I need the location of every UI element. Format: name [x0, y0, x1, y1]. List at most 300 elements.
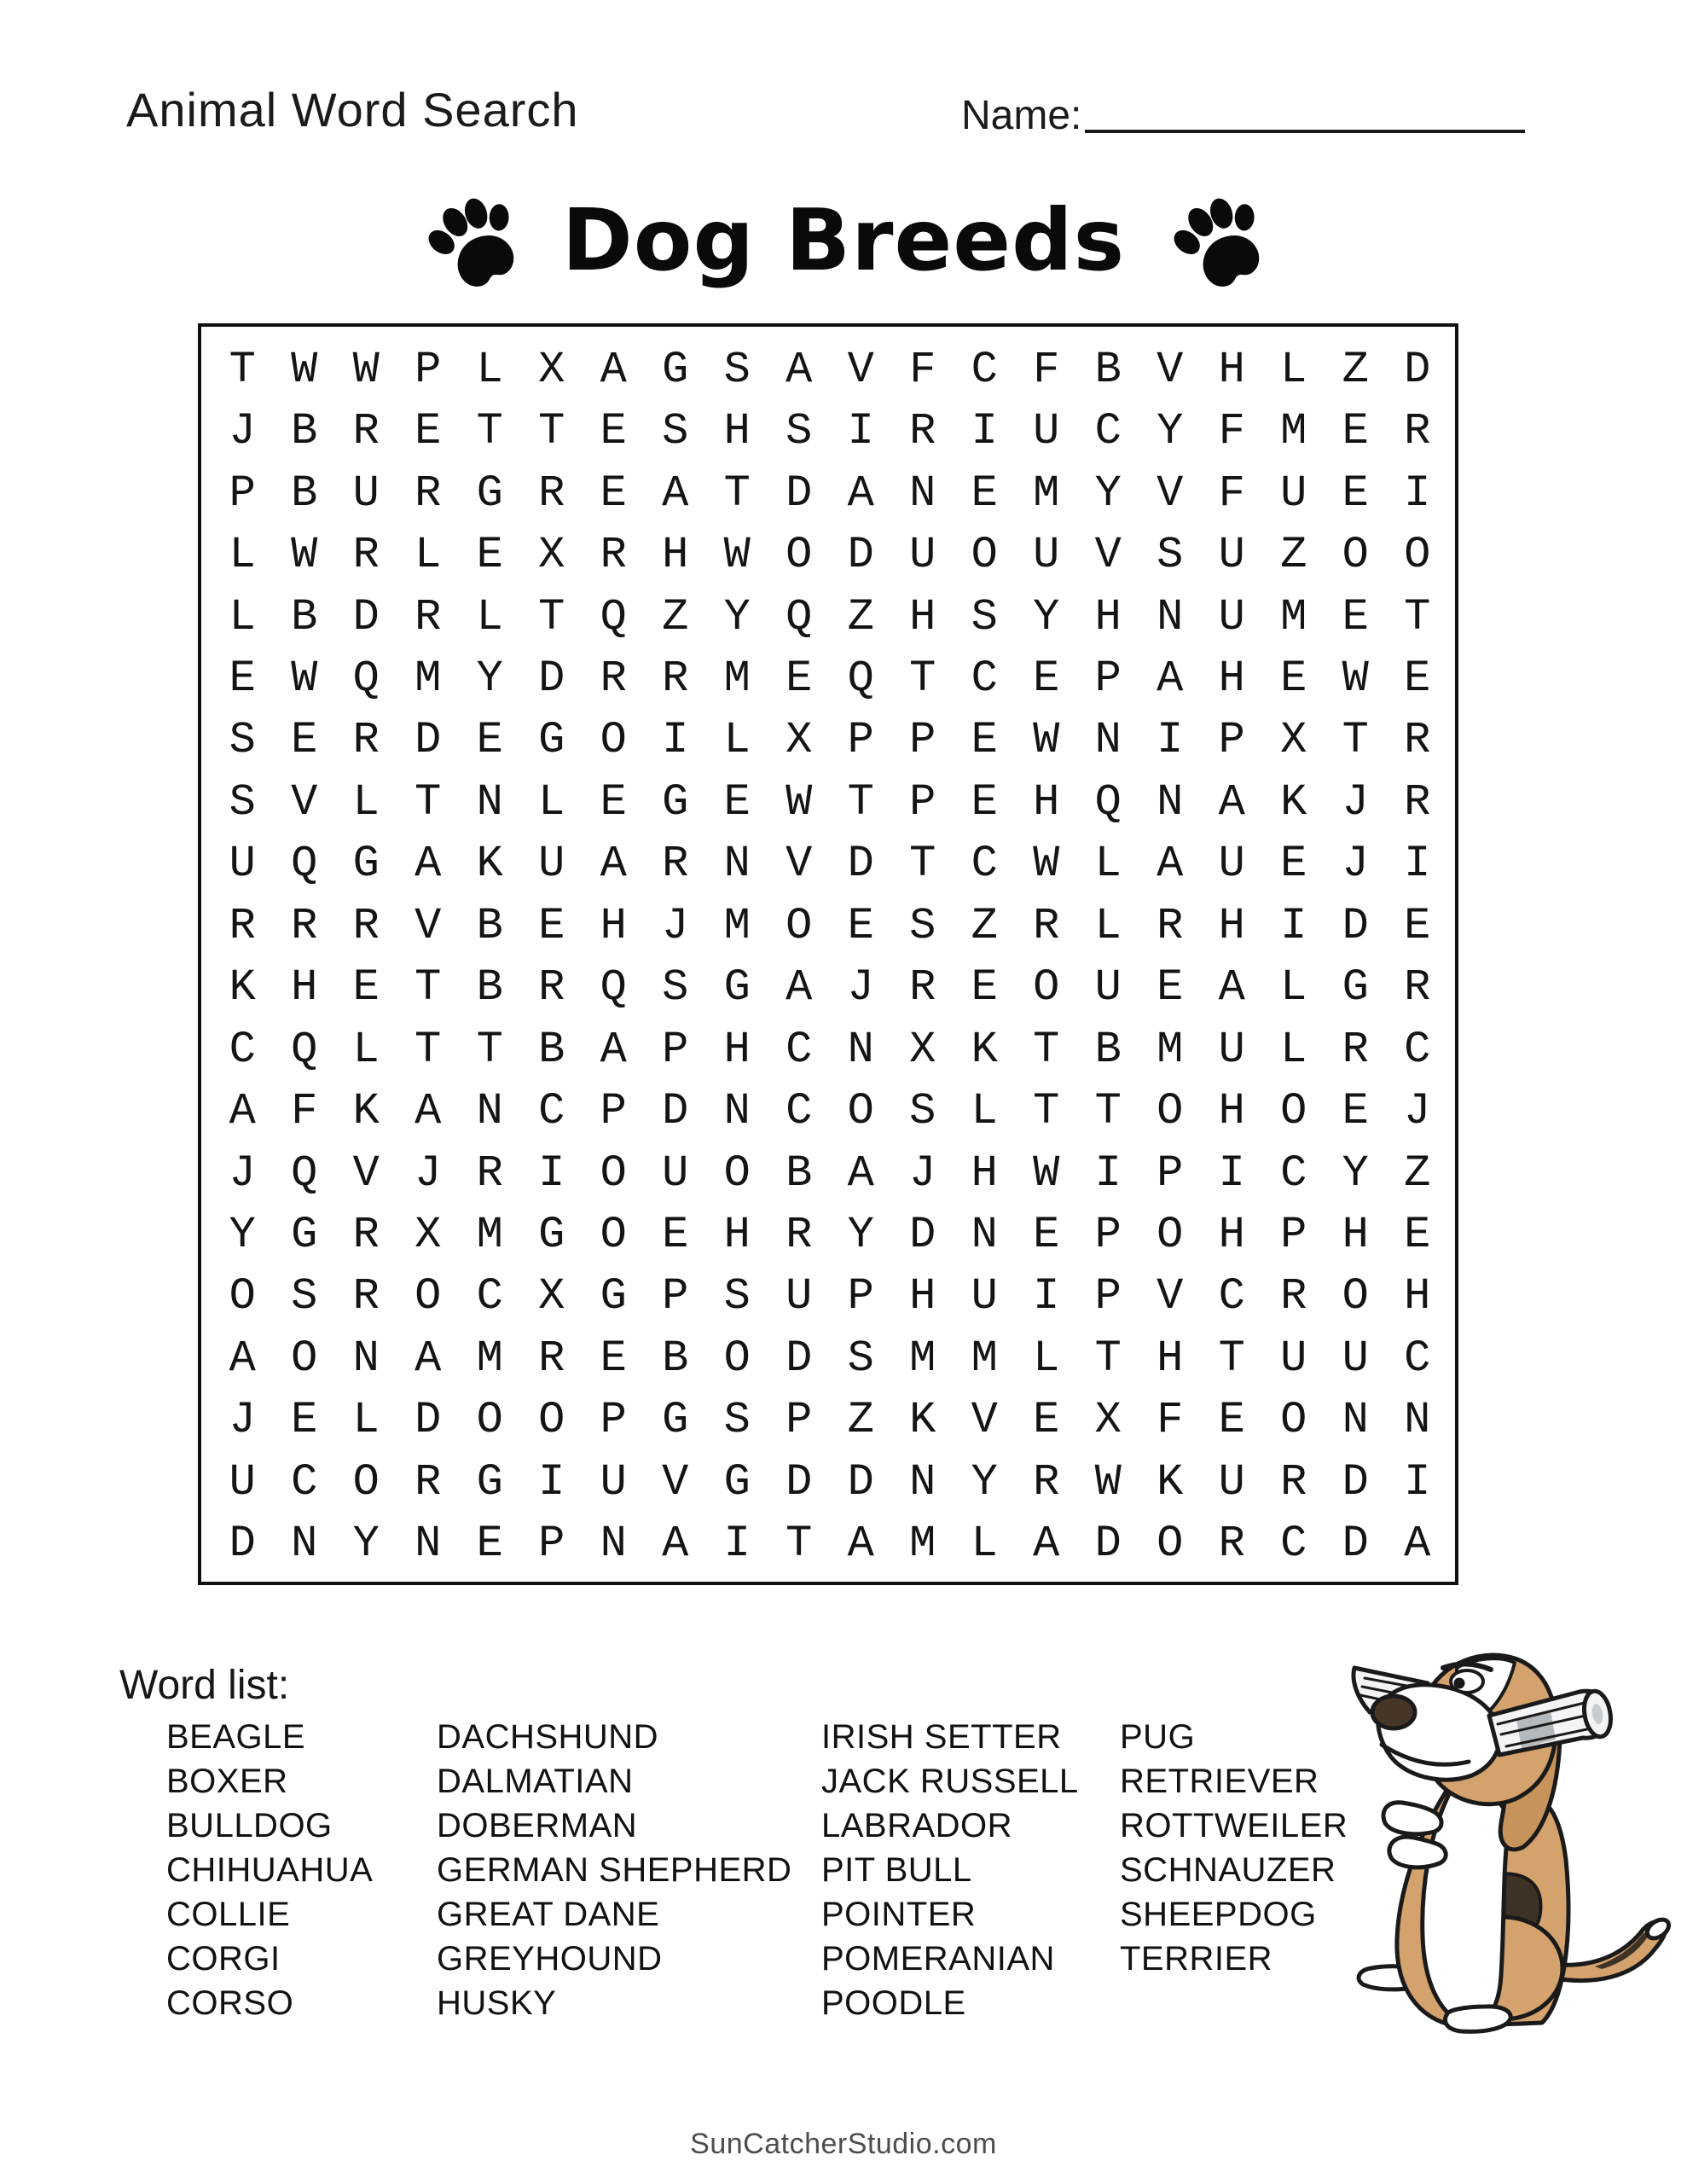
grid-cell[interactable]: T: [909, 839, 936, 890]
grid-cell[interactable]: E: [662, 1210, 689, 1261]
grid-cell[interactable]: Z: [662, 591, 689, 642]
grid-cell[interactable]: K: [476, 839, 503, 890]
grid-cell[interactable]: Z: [1342, 344, 1369, 395]
grid-cell[interactable]: H: [723, 406, 751, 457]
grid-cell[interactable]: O: [786, 530, 813, 581]
grid-cell[interactable]: Z: [1280, 530, 1307, 581]
grid-cell[interactable]: R: [909, 962, 936, 1014]
grid-cell[interactable]: L: [476, 344, 503, 395]
grid-cell[interactable]: P: [1280, 1210, 1307, 1261]
grid-cell[interactable]: G: [476, 468, 503, 519]
grid-cell[interactable]: R: [662, 653, 689, 704]
grid-cell[interactable]: R: [415, 1456, 442, 1507]
grid-cell[interactable]: A: [1404, 1519, 1431, 1570]
grid-cell[interactable]: N: [847, 1024, 874, 1075]
grid-cell[interactable]: O: [971, 530, 998, 581]
grid-cell[interactable]: I: [1157, 715, 1184, 766]
grid-cell[interactable]: V: [662, 1456, 689, 1507]
grid-cell[interactable]: U: [1218, 530, 1245, 581]
grid-cell[interactable]: X: [538, 1271, 565, 1322]
grid-cell[interactable]: Q: [352, 653, 380, 704]
grid-cell[interactable]: S: [229, 715, 256, 766]
grid-cell[interactable]: H: [1157, 1333, 1184, 1384]
grid-cell[interactable]: A: [1218, 776, 1245, 828]
grid-cell[interactable]: I: [1404, 839, 1431, 890]
grid-cell[interactable]: P: [229, 468, 256, 519]
grid-cell[interactable]: U: [1094, 962, 1122, 1014]
grid-cell[interactable]: M: [476, 1210, 503, 1261]
grid-cell[interactable]: H: [909, 1271, 936, 1322]
grid-cell[interactable]: S: [1157, 530, 1184, 581]
grid-cell[interactable]: O: [229, 1271, 256, 1322]
grid-cell[interactable]: D: [1094, 1519, 1122, 1570]
grid-cell[interactable]: P: [600, 1086, 627, 1137]
grid-cell[interactable]: N: [909, 1456, 936, 1507]
grid-cell[interactable]: R: [1033, 1456, 1060, 1507]
grid-cell[interactable]: J: [1342, 839, 1369, 890]
grid-cell[interactable]: I: [662, 715, 689, 766]
grid-cell[interactable]: P: [538, 1519, 565, 1570]
grid-cell[interactable]: A: [847, 468, 874, 519]
grid-cell[interactable]: F: [1218, 406, 1245, 457]
grid-cell[interactable]: G: [662, 344, 689, 395]
grid-cell[interactable]: Z: [847, 591, 874, 642]
grid-cell[interactable]: H: [1218, 1210, 1245, 1261]
grid-cell[interactable]: M: [1280, 591, 1307, 642]
grid-cell[interactable]: O: [847, 1086, 874, 1137]
grid-cell[interactable]: R: [600, 530, 627, 581]
grid-cell[interactable]: E: [1157, 962, 1184, 1014]
grid-cell[interactable]: B: [291, 468, 318, 519]
grid-cell[interactable]: D: [847, 839, 874, 890]
grid-cell[interactable]: T: [1094, 1086, 1122, 1137]
grid-cell[interactable]: M: [723, 653, 751, 704]
grid-cell[interactable]: S: [971, 591, 998, 642]
grid-cell[interactable]: Q: [291, 1147, 318, 1199]
grid-cell[interactable]: J: [662, 900, 689, 951]
grid-cell[interactable]: O: [600, 1147, 627, 1199]
grid-cell[interactable]: M: [909, 1333, 936, 1384]
grid-cell[interactable]: J: [415, 1147, 442, 1199]
grid-cell[interactable]: M: [415, 653, 442, 704]
grid-cell[interactable]: A: [1218, 962, 1245, 1014]
grid-cell[interactable]: L: [1094, 900, 1122, 951]
grid-cell[interactable]: D: [1342, 900, 1369, 951]
grid-cell[interactable]: A: [847, 1147, 874, 1199]
grid-cell[interactable]: A: [847, 1519, 874, 1570]
grid-cell[interactable]: V: [415, 900, 442, 951]
grid-cell[interactable]: U: [909, 530, 936, 581]
grid-cell[interactable]: J: [229, 1147, 256, 1199]
grid-cell[interactable]: F: [1218, 468, 1245, 519]
grid-cell[interactable]: H: [1094, 591, 1122, 642]
grid-cell[interactable]: A: [786, 962, 813, 1014]
grid-cell[interactable]: H: [291, 962, 318, 1014]
grid-cell[interactable]: U: [1218, 591, 1245, 642]
grid-cell[interactable]: S: [291, 1271, 318, 1322]
grid-cell[interactable]: H: [1218, 344, 1245, 395]
grid-cell[interactable]: O: [538, 1395, 565, 1446]
grid-cell[interactable]: E: [723, 776, 751, 828]
grid-cell[interactable]: H: [723, 1024, 751, 1075]
grid-cell[interactable]: O: [352, 1456, 380, 1507]
grid-cell[interactable]: R: [1404, 406, 1431, 457]
grid-cell[interactable]: B: [1094, 1024, 1122, 1075]
grid-cell[interactable]: A: [786, 344, 813, 395]
grid-cell[interactable]: E: [847, 900, 874, 951]
grid-cell[interactable]: A: [229, 1086, 256, 1137]
grid-cell[interactable]: P: [786, 1395, 813, 1446]
grid-cell[interactable]: H: [1404, 1271, 1431, 1322]
grid-cell[interactable]: O: [1157, 1210, 1184, 1261]
grid-cell[interactable]: X: [538, 344, 565, 395]
grid-cell[interactable]: U: [538, 839, 565, 890]
grid-cell[interactable]: I: [1094, 1147, 1122, 1199]
grid-cell[interactable]: R: [352, 715, 380, 766]
grid-cell[interactable]: R: [229, 900, 256, 951]
grid-cell[interactable]: C: [971, 344, 998, 395]
grid-cell[interactable]: S: [909, 900, 936, 951]
grid-cell[interactable]: L: [352, 776, 380, 828]
grid-cell[interactable]: Y: [971, 1456, 998, 1507]
grid-cell[interactable]: J: [229, 1395, 256, 1446]
grid-cell[interactable]: W: [1033, 1147, 1060, 1199]
grid-cell[interactable]: K: [909, 1395, 936, 1446]
grid-cell[interactable]: E: [971, 776, 998, 828]
grid-cell[interactable]: R: [1157, 900, 1184, 951]
grid-cell[interactable]: I: [1280, 900, 1307, 951]
grid-cell[interactable]: G: [538, 1210, 565, 1261]
grid-cell[interactable]: C: [1280, 1147, 1307, 1199]
grid-cell[interactable]: E: [1342, 1086, 1369, 1137]
grid-cell[interactable]: U: [1280, 468, 1307, 519]
grid-cell[interactable]: S: [847, 1333, 874, 1384]
grid-cell[interactable]: T: [538, 406, 565, 457]
grid-cell[interactable]: T: [476, 1024, 503, 1075]
grid-cell[interactable]: E: [291, 715, 318, 766]
grid-cell[interactable]: N: [1094, 715, 1122, 766]
grid-cell[interactable]: P: [1218, 715, 1245, 766]
grid-cell[interactable]: G: [352, 839, 380, 890]
grid-cell[interactable]: S: [723, 344, 751, 395]
grid-cell[interactable]: U: [786, 1271, 813, 1322]
grid-cell[interactable]: W: [723, 530, 751, 581]
grid-cell[interactable]: I: [971, 406, 998, 457]
grid-cell[interactable]: E: [971, 962, 998, 1014]
grid-cell[interactable]: E: [600, 776, 627, 828]
grid-cell[interactable]: S: [786, 406, 813, 457]
grid-cell[interactable]: U: [1218, 839, 1245, 890]
grid-cell[interactable]: L: [1280, 344, 1307, 395]
grid-cell[interactable]: M: [723, 900, 751, 951]
grid-cell[interactable]: R: [1404, 715, 1431, 766]
grid-cell[interactable]: W: [291, 344, 318, 395]
grid-cell[interactable]: G: [600, 1271, 627, 1322]
grid-cell[interactable]: R: [786, 1210, 813, 1261]
grid-cell[interactable]: A: [600, 1024, 627, 1075]
grid-cell[interactable]: K: [971, 1024, 998, 1075]
grid-cell[interactable]: C: [1094, 406, 1122, 457]
grid-cell[interactable]: O: [415, 1271, 442, 1322]
grid-cell[interactable]: E: [600, 468, 627, 519]
grid-cell[interactable]: O: [1342, 530, 1369, 581]
grid-cell[interactable]: O: [1342, 1271, 1369, 1322]
grid-cell[interactable]: K: [1157, 1456, 1184, 1507]
grid-cell[interactable]: V: [847, 344, 874, 395]
grid-cell[interactable]: R: [352, 1210, 380, 1261]
grid-cell[interactable]: A: [1157, 653, 1184, 704]
grid-cell[interactable]: X: [909, 1024, 936, 1075]
grid-cell[interactable]: C: [1404, 1024, 1431, 1075]
grid-cell[interactable]: Q: [600, 962, 627, 1014]
grid-cell[interactable]: G: [662, 1395, 689, 1446]
grid-cell[interactable]: R: [538, 1333, 565, 1384]
grid-cell[interactable]: K: [1280, 776, 1307, 828]
grid-cell[interactable]: Z: [847, 1395, 874, 1446]
grid-cell[interactable]: E: [1033, 653, 1060, 704]
grid-cell[interactable]: S: [723, 1395, 751, 1446]
grid-cell[interactable]: D: [786, 1456, 813, 1507]
grid-cell[interactable]: L: [415, 530, 442, 581]
grid-cell[interactable]: K: [352, 1086, 380, 1137]
grid-cell[interactable]: V: [291, 776, 318, 828]
grid-cell[interactable]: W: [291, 530, 318, 581]
grid-cell[interactable]: O: [600, 715, 627, 766]
grid-cell[interactable]: W: [291, 653, 318, 704]
grid-cell[interactable]: M: [1033, 468, 1060, 519]
grid-cell[interactable]: C: [229, 1024, 256, 1075]
grid-cell[interactable]: R: [538, 962, 565, 1014]
grid-cell[interactable]: X: [1280, 715, 1307, 766]
grid-cell[interactable]: A: [600, 839, 627, 890]
grid-cell[interactable]: U: [1342, 1333, 1369, 1384]
grid-cell[interactable]: N: [723, 1086, 751, 1137]
grid-cell[interactable]: N: [1404, 1395, 1431, 1446]
grid-cell[interactable]: T: [229, 344, 256, 395]
grid-cell[interactable]: W: [786, 776, 813, 828]
grid-cell[interactable]: N: [909, 468, 936, 519]
grid-cell[interactable]: H: [909, 591, 936, 642]
grid-cell[interactable]: N: [971, 1210, 998, 1261]
grid-cell[interactable]: C: [1404, 1333, 1431, 1384]
grid-cell[interactable]: D: [786, 468, 813, 519]
grid-cell[interactable]: E: [538, 900, 565, 951]
grid-cell[interactable]: X: [786, 715, 813, 766]
grid-cell[interactable]: G: [662, 776, 689, 828]
grid-cell[interactable]: F: [1033, 344, 1060, 395]
grid-cell[interactable]: V: [971, 1395, 998, 1446]
grid-cell[interactable]: M: [971, 1333, 998, 1384]
grid-cell[interactable]: T: [415, 962, 442, 1014]
grid-cell[interactable]: Y: [1033, 591, 1060, 642]
grid-cell[interactable]: I: [723, 1519, 751, 1570]
grid-cell[interactable]: Y: [1094, 468, 1122, 519]
grid-cell[interactable]: E: [476, 1519, 503, 1570]
grid-cell[interactable]: N: [1342, 1395, 1369, 1446]
grid-cell[interactable]: H: [971, 1147, 998, 1199]
grid-cell[interactable]: Z: [1404, 1147, 1431, 1199]
grid-cell[interactable]: D: [847, 1456, 874, 1507]
grid-cell[interactable]: E: [786, 653, 813, 704]
grid-cell[interactable]: R: [1404, 962, 1431, 1014]
grid-cell[interactable]: I: [1033, 1271, 1060, 1322]
grid-cell[interactable]: L: [971, 1519, 998, 1570]
grid-cell[interactable]: Q: [600, 591, 627, 642]
grid-cell[interactable]: D: [415, 1395, 442, 1446]
grid-cell[interactable]: R: [352, 900, 380, 951]
grid-cell[interactable]: O: [600, 1210, 627, 1261]
grid-cell[interactable]: D: [415, 715, 442, 766]
grid-cell[interactable]: J: [847, 962, 874, 1014]
grid-cell[interactable]: O: [1280, 1395, 1307, 1446]
grid-cell[interactable]: D: [1342, 1519, 1369, 1570]
grid-cell[interactable]: R: [909, 406, 936, 457]
grid-cell[interactable]: J: [909, 1147, 936, 1199]
grid-cell[interactable]: E: [476, 715, 503, 766]
grid-cell[interactable]: P: [1094, 653, 1122, 704]
grid-cell[interactable]: L: [1094, 839, 1122, 890]
grid-cell[interactable]: A: [415, 1333, 442, 1384]
grid-cell[interactable]: T: [1342, 715, 1369, 766]
grid-cell[interactable]: F: [291, 1086, 318, 1137]
grid-cell[interactable]: Y: [229, 1210, 256, 1261]
grid-cell[interactable]: X: [1094, 1395, 1122, 1446]
grid-cell[interactable]: N: [352, 1333, 380, 1384]
grid-cell[interactable]: P: [847, 1271, 874, 1322]
grid-cell[interactable]: B: [476, 962, 503, 1014]
grid-cell[interactable]: E: [600, 1333, 627, 1384]
grid-cell[interactable]: T: [476, 406, 503, 457]
grid-cell[interactable]: K: [229, 962, 256, 1014]
grid-cell[interactable]: Q: [291, 1024, 318, 1075]
grid-cell[interactable]: E: [1218, 1395, 1245, 1446]
grid-cell[interactable]: S: [662, 962, 689, 1014]
grid-cell[interactable]: D: [847, 530, 874, 581]
grid-cell[interactable]: N: [600, 1519, 627, 1570]
grid-cell[interactable]: F: [909, 344, 936, 395]
grid-cell[interactable]: L: [1280, 962, 1307, 1014]
grid-cell[interactable]: Y: [1157, 406, 1184, 457]
grid-cell[interactable]: O: [723, 1333, 751, 1384]
grid-cell[interactable]: A: [600, 344, 627, 395]
grid-cell[interactable]: J: [1404, 1086, 1431, 1137]
grid-cell[interactable]: R: [600, 653, 627, 704]
grid-cell[interactable]: O: [786, 900, 813, 951]
grid-cell[interactable]: O: [291, 1333, 318, 1384]
grid-cell[interactable]: R: [1404, 776, 1431, 828]
grid-cell[interactable]: O: [1404, 530, 1431, 581]
grid-cell[interactable]: Y: [1342, 1147, 1369, 1199]
grid-cell[interactable]: O: [1280, 1086, 1307, 1137]
grid-cell[interactable]: R: [538, 468, 565, 519]
grid-cell[interactable]: O: [1157, 1519, 1184, 1570]
grid-cell[interactable]: T: [909, 653, 936, 704]
grid-cell[interactable]: R: [476, 1147, 503, 1199]
grid-cell[interactable]: W: [1033, 715, 1060, 766]
grid-cell[interactable]: N: [291, 1519, 318, 1570]
grid-cell[interactable]: H: [1218, 1086, 1245, 1137]
grid-cell[interactable]: A: [662, 468, 689, 519]
grid-cell[interactable]: P: [600, 1395, 627, 1446]
grid-cell[interactable]: M: [909, 1519, 936, 1570]
grid-cell[interactable]: H: [1033, 776, 1060, 828]
grid-cell[interactable]: R: [415, 468, 442, 519]
grid-cell[interactable]: C: [538, 1086, 565, 1137]
grid-cell[interactable]: R: [1218, 1519, 1245, 1570]
grid-cell[interactable]: A: [1157, 839, 1184, 890]
grid-cell[interactable]: L: [971, 1086, 998, 1137]
grid-cell[interactable]: R: [352, 1271, 380, 1322]
grid-cell[interactable]: M: [1157, 1024, 1184, 1075]
grid-cell[interactable]: T: [415, 776, 442, 828]
name-field[interactable]: [1085, 130, 1525, 133]
grid-cell[interactable]: N: [1157, 776, 1184, 828]
grid-cell[interactable]: E: [600, 406, 627, 457]
grid-cell[interactable]: P: [662, 1024, 689, 1075]
grid-cell[interactable]: H: [1218, 653, 1245, 704]
grid-cell[interactable]: T: [415, 1024, 442, 1075]
grid-cell[interactable]: R: [1033, 900, 1060, 951]
grid-cell[interactable]: Y: [476, 653, 503, 704]
grid-cell[interactable]: U: [662, 1147, 689, 1199]
grid-cell[interactable]: W: [1033, 839, 1060, 890]
grid-cell[interactable]: T: [1033, 1086, 1060, 1137]
grid-cell[interactable]: T: [1218, 1333, 1245, 1384]
grid-cell[interactable]: E: [1033, 1210, 1060, 1261]
grid-cell[interactable]: Q: [291, 839, 318, 890]
grid-cell[interactable]: V: [1094, 530, 1122, 581]
grid-cell[interactable]: U: [1033, 530, 1060, 581]
grid-cell[interactable]: B: [291, 591, 318, 642]
grid-cell[interactable]: R: [1280, 1271, 1307, 1322]
grid-cell[interactable]: C: [476, 1271, 503, 1322]
grid-cell[interactable]: P: [909, 776, 936, 828]
grid-cell[interactable]: N: [415, 1519, 442, 1570]
grid-cell[interactable]: D: [1342, 1456, 1369, 1507]
grid-cell[interactable]: R: [352, 530, 380, 581]
grid-cell[interactable]: P: [1094, 1210, 1122, 1261]
grid-cell[interactable]: Q: [1094, 776, 1122, 828]
grid-cell[interactable]: H: [1218, 900, 1245, 951]
grid-cell[interactable]: L: [352, 1395, 380, 1446]
grid-cell[interactable]: U: [229, 1456, 256, 1507]
grid-cell[interactable]: L: [1280, 1024, 1307, 1075]
grid-cell[interactable]: B: [291, 406, 318, 457]
grid-cell[interactable]: C: [786, 1086, 813, 1137]
grid-cell[interactable]: Q: [847, 653, 874, 704]
grid-cell[interactable]: C: [1280, 1519, 1307, 1570]
grid-cell[interactable]: Z: [971, 900, 998, 951]
grid-cell[interactable]: A: [229, 1333, 256, 1384]
grid-cell[interactable]: W: [352, 344, 380, 395]
grid-cell[interactable]: U: [1218, 1456, 1245, 1507]
grid-cell[interactable]: V: [1157, 1271, 1184, 1322]
grid-cell[interactable]: B: [538, 1024, 565, 1075]
grid-cell[interactable]: U: [971, 1271, 998, 1322]
grid-cell[interactable]: O: [1033, 962, 1060, 1014]
grid-cell[interactable]: B: [662, 1333, 689, 1384]
grid-cell[interactable]: P: [909, 715, 936, 766]
grid-cell[interactable]: E: [415, 406, 442, 457]
grid-cell[interactable]: B: [786, 1147, 813, 1199]
grid-cell[interactable]: T: [847, 776, 874, 828]
grid-cell[interactable]: E: [1342, 406, 1369, 457]
grid-cell[interactable]: L: [352, 1024, 380, 1075]
grid-cell[interactable]: B: [1094, 344, 1122, 395]
grid-cell[interactable]: R: [291, 900, 318, 951]
grid-cell[interactable]: R: [1342, 1024, 1369, 1075]
grid-cell[interactable]: I: [1404, 468, 1431, 519]
